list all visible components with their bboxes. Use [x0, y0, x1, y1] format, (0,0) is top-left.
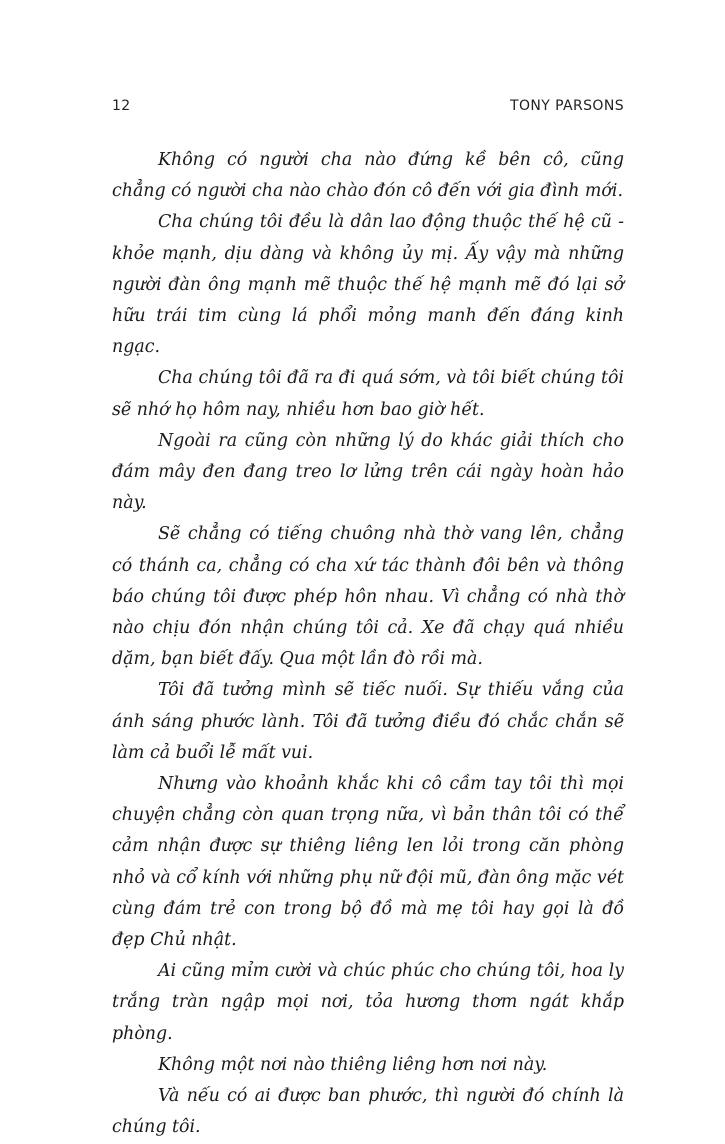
paragraph: Ai cũng mỉm cười và chúc phúc cho chúng tôi, hoa ly trắng tràn ngập mọi nơi, tỏa hương thơm ngát khắp phòng. [112, 961, 624, 1044]
paragraph: Sẽ chẳng có tiếng chuông nhà thờ vang lên, chẳng có thánh ca, chẳng có cha xứ tác thành đôi bên và thông báo chúng tôi được phép hôn nhau. Vì chẳng có nhà thờ nào chịu đón nhận chúng tôi cả. Xe đã chạy quá nhiều dặm, bạn biết đấy. Qua một lần đò rồi mà. [112, 524, 624, 670]
paragraph: Không có người cha nào đứng kề bên cô, cũng chẳng có người cha nào chào đón cô đến với gia đình mới. [112, 150, 624, 202]
paragraph: Cha chúng tôi đã ra đi quá sớm, và tôi biết chúng tôi sẽ nhớ họ hôm nay, nhiều hơn bao giờ hết. [112, 368, 624, 420]
paragraph: Không một nơi nào thiêng liêng hơn nơi này. [158, 1054, 548, 1075]
paragraph: Và nếu có ai được ban phước, thì người đó chính là chúng tôi. [112, 1086, 624, 1138]
paragraph: Nhưng vào khoảnh khắc khi cô cầm tay tôi thì mọi chuyện chẳng còn quan trọng nữa, vì bản thân tôi có thể cảm nhận được sự thiêng liêng len lỏi trong căn phòng nhỏ và cổ kính với những phụ nữ đội mũ, đàn ông mặc vét cùng đám trẻ con trong bộ đồ mà mẹ tôi hay gọi là đồ đẹp Chủ nhật. [112, 774, 624, 951]
running-head-author: TONY PARSONS [510, 98, 624, 114]
page-header [112, 98, 624, 120]
paragraph: Ngoài ra cũng còn những lý do khác giải thích cho đám mây đen đang treo lơ lửng trên cái ngày hoàn hảo này. [112, 430, 624, 514]
body-text [112, 145, 624, 1144]
paragraph: Tôi đã tưởng mình sẽ tiếc nuối. Sự thiếu vắng của ánh sáng phước lành. Tôi đã tưởng điều đó chắc chắn sẽ làm cả buổi lễ mất vui. [112, 680, 624, 763]
paragraph: Cha chúng tôi đều là dân lao động thuộc thế hệ cũ - khỏe mạnh, dịu dàng và không ủy mị. Ấy vậy mà những người đàn ông mạnh mẽ thuộc thế hệ mạnh mẽ đó lại sở hữu trái tim cùng lá phổi mỏng manh đến đáng kinh ngạc. [112, 212, 624, 358]
page-number: 12 [112, 98, 131, 114]
